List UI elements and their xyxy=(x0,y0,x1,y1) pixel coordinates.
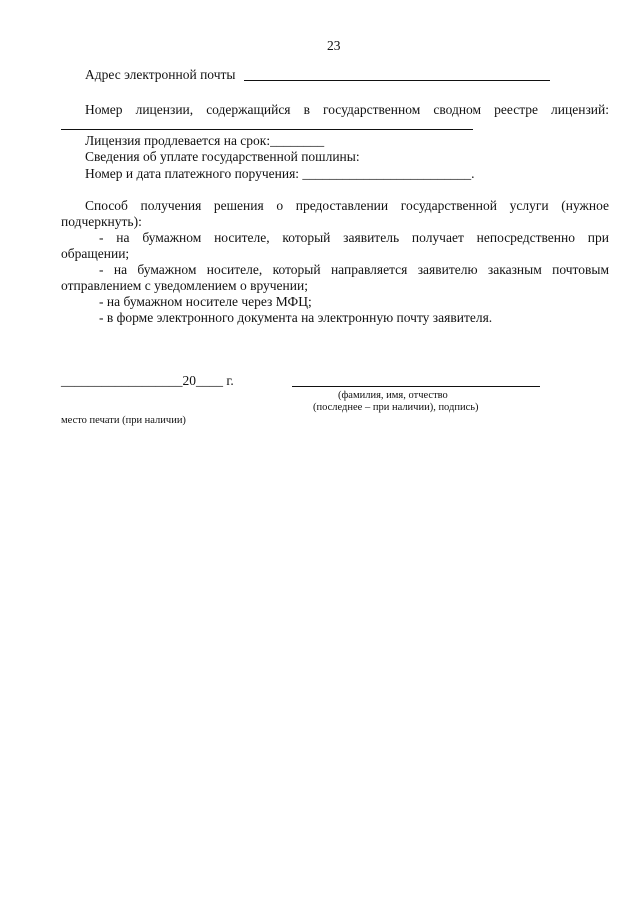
signature-caption-line1: (фамилия, имя, отчество xyxy=(338,390,448,401)
signature-caption-line2: (последнее – при наличии), подпись) xyxy=(313,402,479,413)
license-extended-label: Лицензия продлевается на срок:________ xyxy=(85,133,325,148)
stamp-place-note: место печати (при наличии) xyxy=(61,415,186,426)
method-option-1-line2: обращении; xyxy=(61,246,130,261)
signature-line xyxy=(292,386,540,387)
method-option-1-line1: - на бумажном носителе, который заявитель получает непосредственно при xyxy=(99,230,609,245)
email-field-line xyxy=(244,80,550,81)
method-option-4: - в форме электронного документа на электронную почту заявителя. xyxy=(99,310,493,325)
method-option-2-line2: отправлением с уведомлением о вручении; xyxy=(61,278,308,293)
email-label: Адрес электронной почты xyxy=(85,67,236,82)
method-option-3: - на бумажном носителе через МФЦ; xyxy=(99,294,312,309)
method-intro-line1: Способ получения решения о предоставлении государственной услуги (нужное xyxy=(85,198,609,213)
license-number-line xyxy=(61,129,473,130)
payment-label: Номер и дата платежного поручения: _________________________. xyxy=(85,166,475,181)
fee-label: Сведения об уплате государственной пошлины: xyxy=(85,149,360,164)
method-option-2-line1: - на бумажном носителе, который направляется заявителю заказным почтовым xyxy=(99,262,609,277)
page-number: 23 xyxy=(327,38,341,53)
license-number-label: Номер лицензии, содержащийся в государственном сводном реестре лицензий: xyxy=(85,102,609,117)
date-line: __________________20____ г. xyxy=(61,373,234,388)
method-intro-line2: подчеркнуть): xyxy=(61,214,142,229)
